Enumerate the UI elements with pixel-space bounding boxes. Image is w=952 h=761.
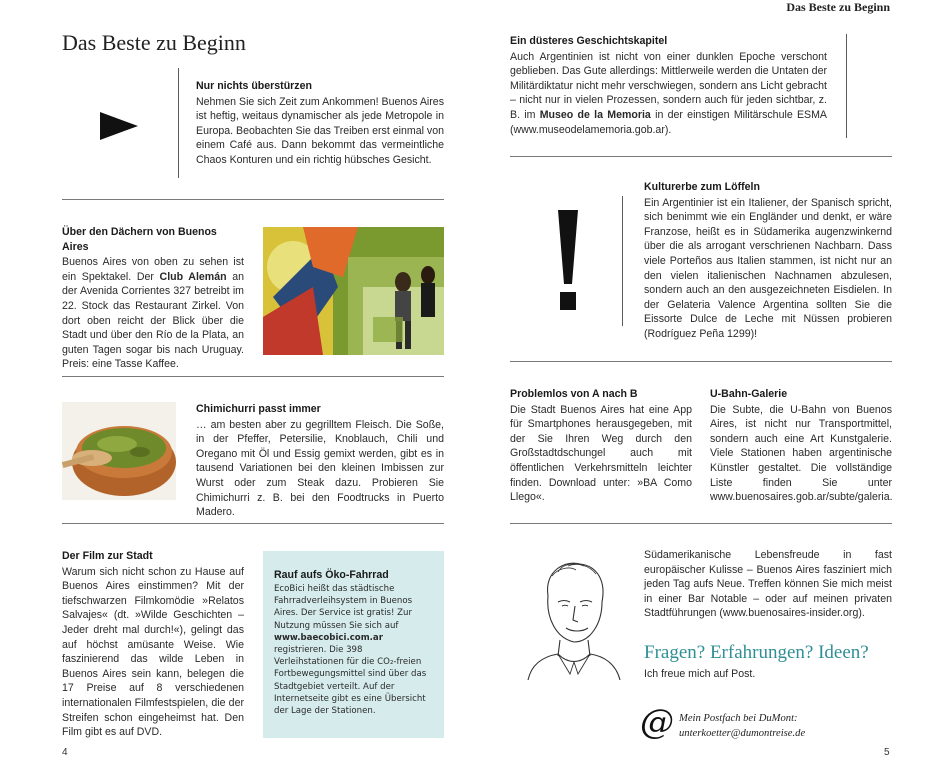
section-heading: Nur nichts überstürzen (196, 80, 312, 92)
author-portrait (518, 552, 624, 680)
divider (510, 156, 892, 157)
photo-subway-art (263, 227, 444, 355)
divider (62, 199, 444, 200)
venue-name: Club Alemán (159, 270, 227, 283)
page-number-right: 5 (884, 747, 890, 758)
box-heading: Rauf aufs Öko-Fahrrad (274, 569, 389, 581)
section-nichts-ueberstuerzen (196, 79, 444, 168)
section-heading: Problemlos von A nach B (510, 388, 638, 400)
section-text: Auch Argentinien ist nicht von einer dunklen Epoche verschont geblieben. Das Gute allerdings: Mittlerweile werden die Untaten der Militärdiktatur nicht mehr verschwiegen, sondern ans Licht gebracht – nicht nur in vielen Prozessen, sondern auch für jeden sichtbar, z. B. im Museo de la Memoria in der einstigen Militärschule ESMA (www.museodelamemoria.gob.ar). (510, 50, 827, 136)
section-text: Die Stadt Buenos Aires hat eine App für Smartphones herausgegeben, mit der Sie Ihren Weg durch den Großstadtdschungel auch mit öffentlichen Verkehrsmitteln leichter finden. Download unter: »BA Como Llego«. (510, 403, 692, 504)
section-text: Ein Argentinier ist ein Italiener, der Spanisch spricht, sich benimmt wie ein Engländer und denkt, er wäre Franzose, heißt es in Südamerika augenzwinkernd über die als arrogant verschrienen Nachbarn. Dass viele Porteños aus Italien stammen, ist nicht nur an den vielen italienischen Nachnamen abzulesen, sondern auch an den ausgezeichneten Eisdielen. In der Gelateria Valence Argentina sollten Sie die Eissorte Dulce de Leche mit Nüssen probieren (Rodríguez Peña 1299)! (644, 196, 892, 340)
section-heading: Über den Dächern von Buenos Aires (62, 226, 217, 253)
section-problemlos (510, 387, 692, 505)
section-chimichurri (196, 402, 444, 520)
divider (510, 523, 892, 524)
page-title: Das Beste zu Beginn (62, 30, 246, 55)
author-text-block (644, 548, 892, 621)
ecobici-url: www.baecobici.com.ar (274, 632, 383, 643)
postbox-label: Mein Postfach bei DuMont: (679, 713, 798, 724)
divider-vertical (178, 68, 179, 178)
divider-vertical (846, 34, 847, 138)
section-text: Buenos Aires von oben zu sehen ist ein Spektakel. Der Club Alemán an der Avenida Corrientes 327 betreibt im 22. Stock das Restaurant Zirkel. Von dort oben reicht der Blick über die Stadt und über den Río de la Plata, an guten Tagen sogar bis nach Uruguay. Preis: eine Tasse Kaffee. (62, 256, 244, 371)
section-text: Die Subte, die U-Bahn von Buenos Aires, ist nicht nur Transportmittel, sondern auch eine Art Kunstgalerie. Viele Stationen haben argentinische Künstler gestaltet. Die vollständige Liste finden Sie unter www.buenosaires.gob.ar/subte/galeria. (710, 403, 893, 504)
section-film (62, 549, 244, 740)
play-triangle-icon (100, 112, 138, 145)
divider (62, 376, 444, 377)
exclamation-icon (556, 210, 580, 317)
section-text: Nehmen Sie sich Zeit zum Ankommen! Buenos Aires ist heftig, weitaus dynamischer als jede Metropole in Europa. Beobachten Sie das Treiben erst einmal von einem Café aus. Dann bekommt das vermeintliche Chaos Konturen und ein richtig hübsches Gesicht. (196, 95, 444, 166)
section-heading: Der Film zur Stadt (62, 550, 153, 562)
section-ubahn-galerie (710, 387, 892, 505)
contact-invite: Ich freue mich auf Post. (644, 668, 756, 680)
info-box-ecobici (263, 551, 444, 738)
running-header: Das Beste zu Beginn (786, 0, 890, 14)
at-sign-icon: @ (640, 702, 674, 742)
section-heading: Kulturerbe zum Löffeln (644, 181, 760, 193)
section-heading: Ein düsteres Geschichtskapitel (510, 35, 668, 47)
section-geschichtskapitel (510, 34, 827, 137)
photo-chimichurri (62, 402, 176, 500)
author-email[interactable]: unterkoetter@dumontreise.de (679, 728, 806, 739)
box-text: EcoBici heißt das städtische Fahrradverleihsystem in Buenos Aires. Der Service ist gratis! Zur Nutzung müssen Sie sich auf www.baecobici.com.ar registrieren. Die 398 Verleihstationen für die CO₂-freien Fortbewegungsmittel sind über das Stadtgebiet verteilt. Auf der Internetseite gibt es eine Übersicht der Lage der Stationen. (274, 584, 427, 717)
section-daecher (62, 225, 244, 372)
section-text: … am besten aber zu gegrilltem Fleisch. Die Soße, in der Pfeffer, Petersilie, Knoblauch, Chili und Oregano mit Öl und Essig gemixt werden, gibt es in tausend Variationen bei den kleinen Imbissen zur Wurst oder zum Steak dazu. Probieren Sie Chimichurri z. B. bei den Foodtrucks in Puerto Madero. (196, 418, 444, 519)
section-text: Warum sich nicht schon zu Hause auf Buenos Aires einstimmen? Mit der tiefschwarzen Filmkomödie »Relatos Salvajes« (dt. »Wilde Geschichten – Jeder dreht mal durch!«), gelingt das auf höchst amüsante Weise. Wie faszinierend das wilde Leben in Buenos Aires sein kann, belegen die 17 Preise auf 8 verschiedenen internationalen Filmfestspielen, die der Streifen schon eingeheimst hat. Den Film gibt es auf DVD. (62, 565, 244, 739)
author-text: Südamerikanische Lebensfreude in fast europäischer Kulisse – Buenos Aires fasziniert mich jeden Tag aufs Neue. Treffen können Sie mich meist in einer Bar Notable – oder auf meinen privaten Stadtführungen (www.buenosaires-insider.org). (644, 549, 892, 620)
divider-vertical (622, 196, 623, 326)
museum-name: Museo de la Memoria (539, 108, 651, 121)
divider (510, 361, 892, 362)
page-number-left: 4 (62, 747, 68, 758)
section-heading: U-Bahn-Galerie (710, 388, 788, 400)
contact-question: Fragen? Erfahrungen? Ideen? (644, 642, 869, 663)
section-heading: Chimichurri passt immer (196, 403, 321, 415)
divider (62, 523, 444, 524)
section-kulturerbe (644, 180, 892, 342)
